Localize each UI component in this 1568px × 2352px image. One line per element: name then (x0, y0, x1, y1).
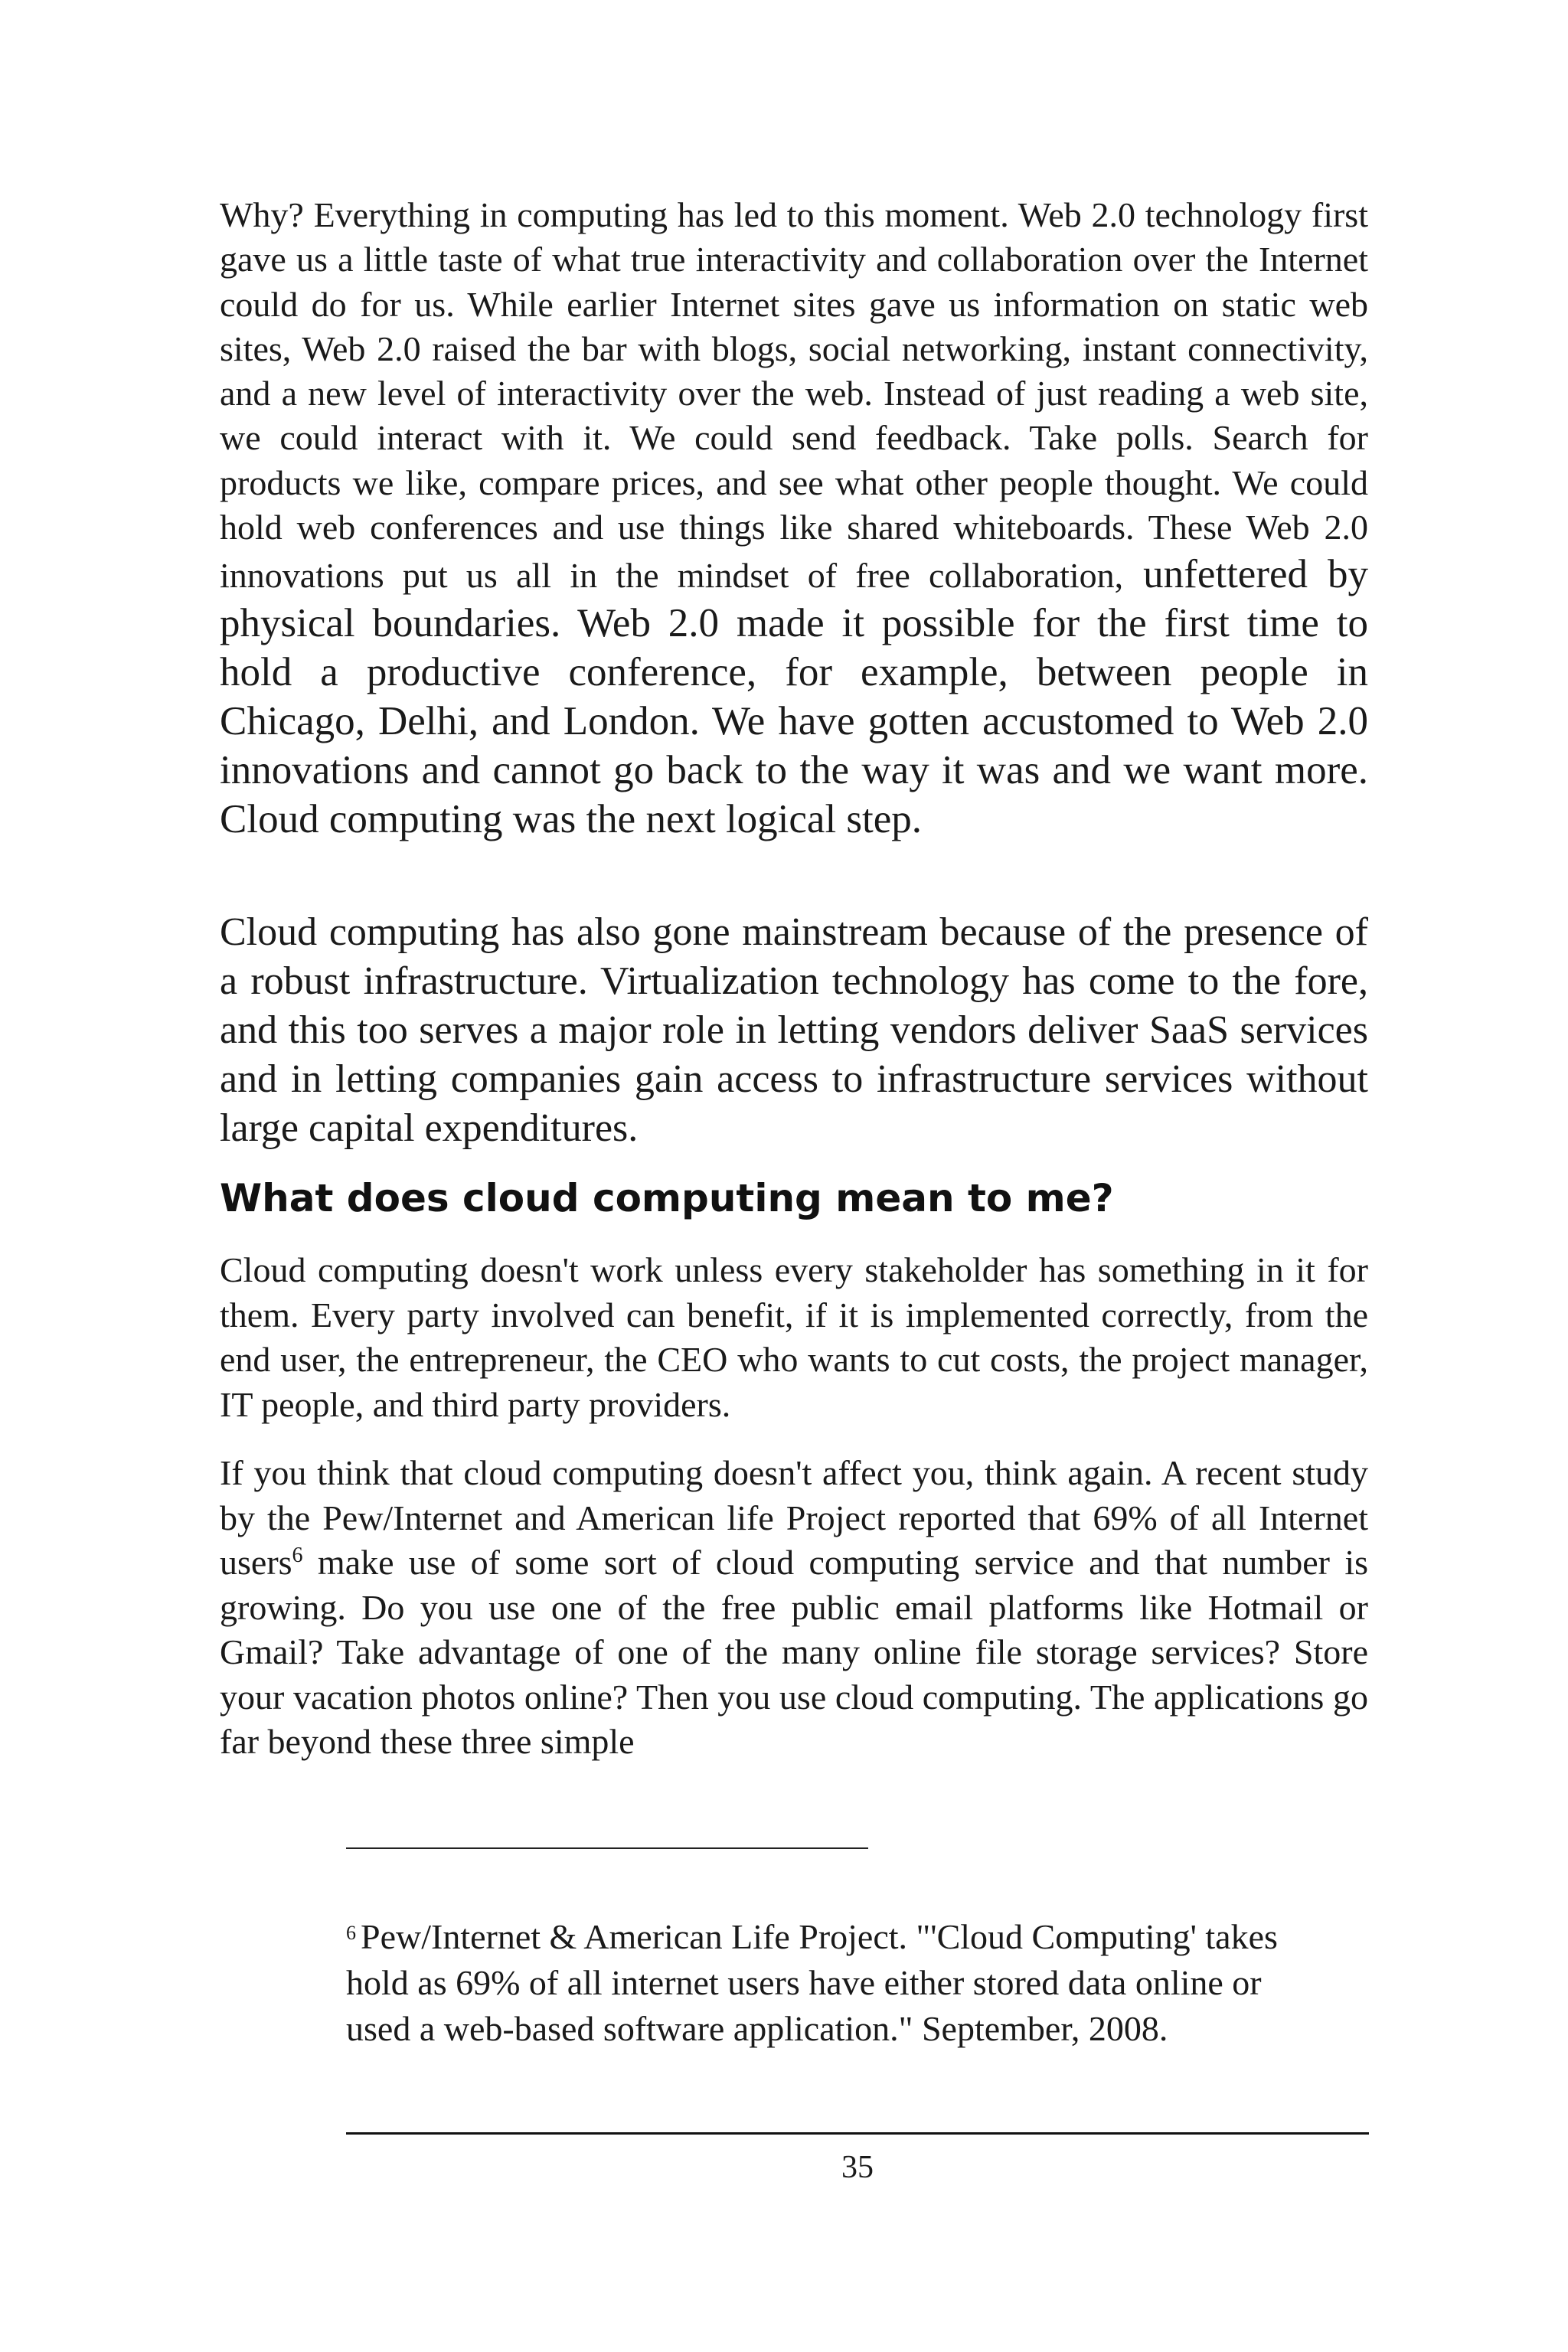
paragraph-2-text: Cloud computing has also gone mainstream because of the presence of a robust infrastructure. Virtualization technology has come to the fore, and this too serves a major role in letting vendors deliver SaaS services and in letting companies gain access to infrastructure services without large capital expenditures. (220, 910, 1368, 1150)
body-paragraph-2 (220, 908, 1368, 1153)
footnote-reference: 6 (292, 1544, 303, 1567)
paragraph-1-text-large: unfettered by physical boundaries. Web 2.0 made it possible for the first time to hold a productive conference, for example, between people in Chicago, Delhi, and London. We have gotten accustomed to Web 2.0 innovations and cannot go back to the way it was and we want more. Cloud computing was the next logical step. (220, 552, 1368, 842)
body-paragraph-3 (220, 1248, 1368, 1427)
page-number: 35 (841, 2150, 874, 2185)
footnote-text: Pew/Internet & American Life Project. "'Cloud Computing' takes hold as 69% of all internet users have either stored data online or used a web-based software application." September, 2008. (346, 1917, 1278, 2048)
body-paragraph-1 (220, 193, 1368, 844)
footnote-separator (346, 1847, 868, 1849)
paragraph-4-text-start: If you think that cloud computing doesn't affect you, think again. A recent study by the Pew/Internet and American life Project reported that 69% of all Internet users (220, 1453, 1368, 1582)
body-paragraph-4 (220, 1451, 1368, 1765)
paragraph-3-text: Cloud computing doesn't work unless every stakeholder has something in it for them. Every party involved can benefit, if it is implemented correctly, from the end user, the entrepreneur, the CEO who wants to cut costs, the project manager, IT people, and third party providers. (220, 1250, 1368, 1424)
paragraph-1-text-small: Why? Everything in computing has led to this moment. Web 2.0 technology first gave us a little taste of what true interactivity and collaboration over the Internet could do for us. While earlier Internet sites gave us information on static web sites, Web 2.0 raised the bar with blogs, social networking, instant connectivity, and a new level of interactivity over the web. Instead of just reading a web site, we could interact with it. We could send feedback. Take polls. Search for products we like, compare prices, and see what other people thought. We could hold web conferences and use things like shared whiteboards. These Web 2.0 innovations put us all in the mindset of free collaboration, (220, 195, 1368, 596)
paragraph-4-text-end: make use of some sort of cloud computing service and that number is growing. Do you use one of the free public email platforms like Hotmail or Gmail? Take advantage of one of the many online file storage services? Store your vacation photos online? Then you use cloud computing. The applications go far beyond these three simple (220, 1543, 1368, 1761)
page-footer-rule (346, 2132, 1369, 2135)
footnote (346, 1914, 1303, 2052)
footnote-number: 6 (346, 1922, 356, 1944)
section-heading: What does cloud computing mean to me? (220, 1176, 1114, 1220)
